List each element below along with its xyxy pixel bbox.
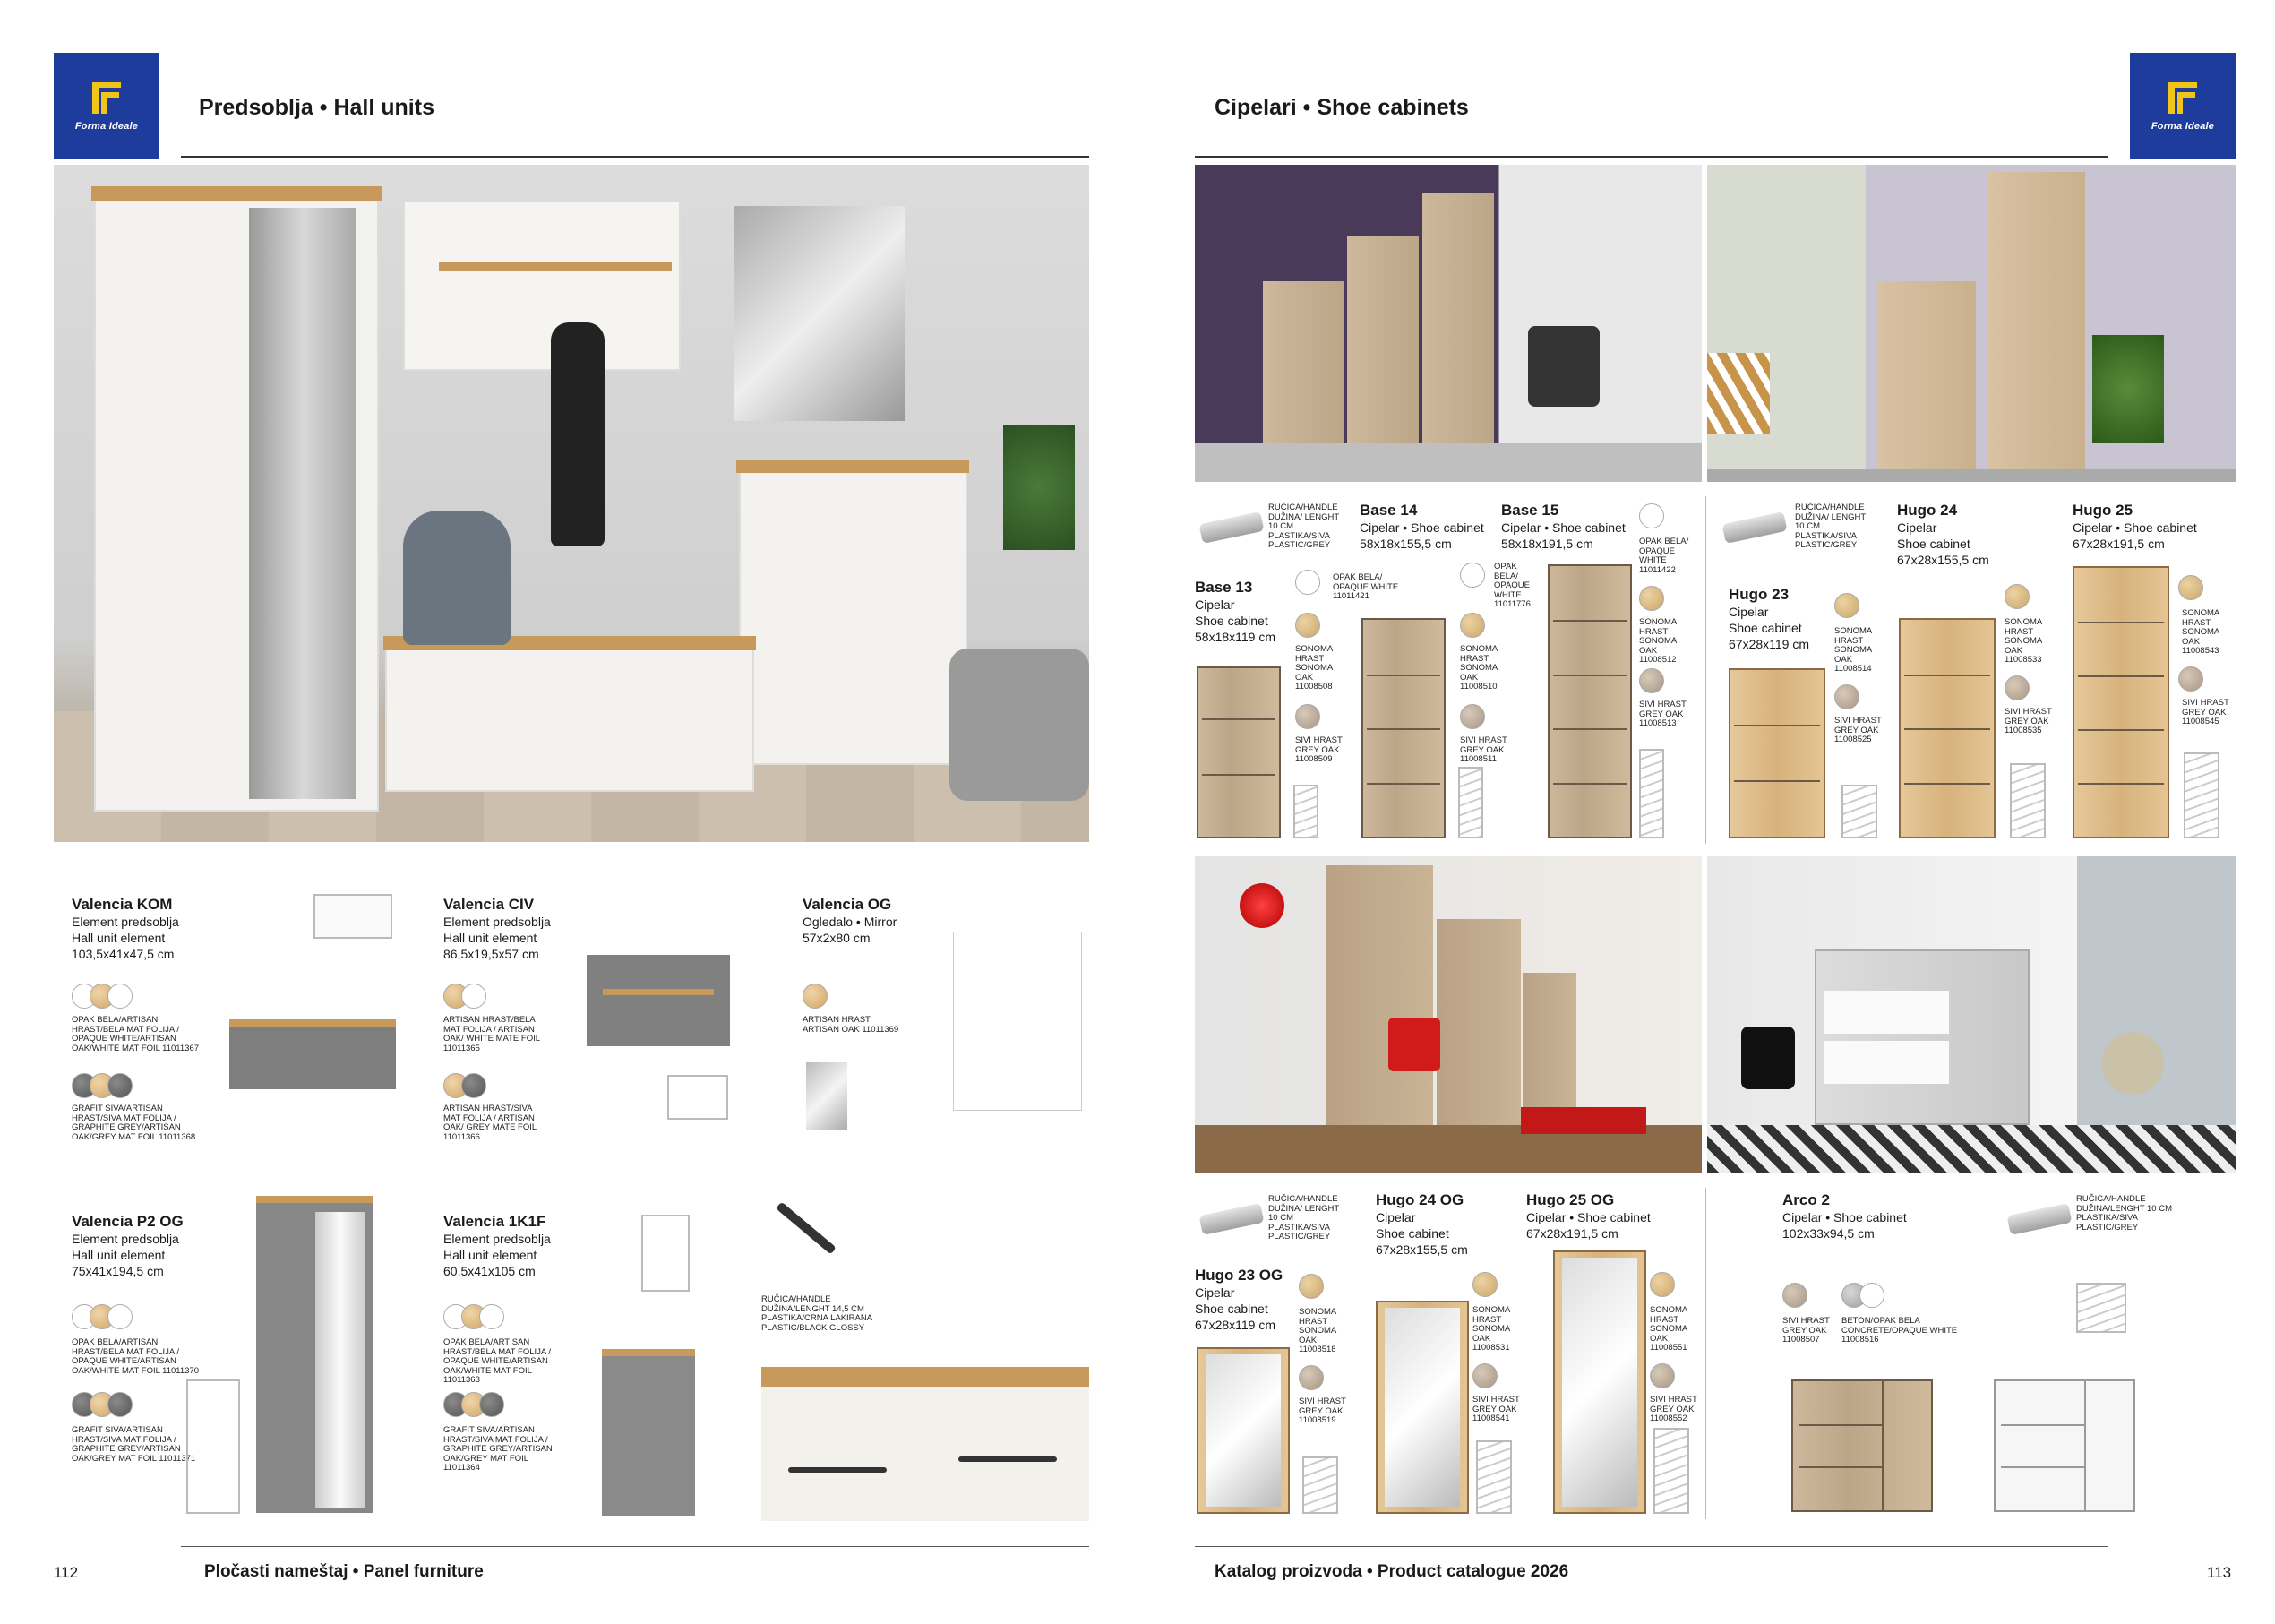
product-line: 67x28x155,5 cm <box>1897 553 1989 567</box>
swatch-white <box>107 984 133 1009</box>
color-code: SIVI HRAST GREY OAK 11008513 <box>1639 700 1687 728</box>
product-valencia-p2-og <box>72 1213 184 1279</box>
product-line: Element predsoblja <box>443 915 551 929</box>
product-base-14 <box>1360 502 1484 552</box>
handle-note: RUČICA/HANDLE DUŽINA/ LENGHT 10 CM PLASTIKA/SIVA PLASTIC/GREY <box>1268 1194 1340 1242</box>
color-code: ARTISAN HRAST ARTISAN OAK 11011369 <box>803 1015 899 1035</box>
product-name: Hugo 24 OG <box>1376 1191 1464 1208</box>
mirror-line-image <box>806 1062 847 1130</box>
product-line: 67x28x119 cm <box>1729 637 1810 651</box>
color-code: SIVI HRAST GREY OAK 11008507 <box>1782 1316 1830 1345</box>
shoe-rack-drawing <box>1293 785 1318 838</box>
product-line: 102x33x94,5 cm <box>1782 1226 1875 1241</box>
swatch-grey-oak <box>1834 684 1859 709</box>
product-line: Cipelar • Shoe cabinet <box>1782 1210 1907 1224</box>
product-line: Hall unit element <box>72 1248 166 1262</box>
product-hugo-24-og <box>1376 1191 1468 1258</box>
product-line: Element predsoblja <box>72 1232 179 1246</box>
product-name: Hugo 25 OG <box>1526 1191 1615 1208</box>
header-rule-left <box>181 156 1089 158</box>
swatch-grey-oak <box>2178 666 2203 692</box>
brand-logo <box>2130 53 2236 159</box>
hugo-23-og-cabinet <box>1197 1347 1290 1514</box>
product-valencia-kom <box>72 896 179 962</box>
product-line: 75x41x194,5 cm <box>72 1264 164 1278</box>
footer-right: Katalog proizvoda • Product catalogue 2026 <box>1215 1562 1569 1581</box>
product-line: Cipelar • Shoe cabinet <box>2073 520 2197 535</box>
hugo-24-og-cabinet <box>1376 1301 1469 1514</box>
product-name: Arco 2 <box>1782 1191 1830 1208</box>
logo-text: Forma Ideale <box>74 121 139 132</box>
color-code: SONOMA HRAST SONOMA OAK 11008512 <box>1639 617 1677 665</box>
color-code: OPAK BELA/ OPAQUE WHITE 11011421 <box>1333 572 1399 601</box>
swatch-grey-oak <box>1295 704 1320 729</box>
handle-note: RUČICA/HANDLE DUŽINA/LENGHT 14,5 CM PLASTIKA/CRNA LAKIRANA PLASTIC/BLACK GLOSSY <box>761 1294 872 1333</box>
hugo-shoe-photo <box>1707 165 2236 482</box>
product-line: Hall unit element <box>443 931 537 945</box>
shoe-rack-drawing <box>1458 767 1483 838</box>
product-valencia-og <box>803 896 897 946</box>
product-hugo-23-og <box>1195 1267 1283 1333</box>
handle-note: RUČICA/HANDLE DUŽINA/ LENGHT 10 CM PLASTIKA/SIVA PLASTIC/GREY <box>1268 503 1340 550</box>
swatch-sonoma <box>1834 593 1859 618</box>
color-code: SIVI HRAST GREY OAK 11008545 <box>2182 698 2229 726</box>
color-code: GRAFIT SIVA/ARTISAN HRAST/SIVA MAT FOLIJA / GRAPHITE GREY/ARTISAN OAK/GREY MAT FOIL 11011371 <box>72 1425 196 1464</box>
handle-image <box>2006 1203 2072 1235</box>
shoe-rack-drawing <box>1841 785 1877 838</box>
swatch-artisan <box>803 984 828 1009</box>
product-line: Shoe cabinet <box>1729 621 1802 635</box>
product-base-13 <box>1195 579 1275 645</box>
shoe-rack-drawing <box>2076 1283 2126 1333</box>
page-title-left: Predsoblja • Hall units <box>199 95 434 120</box>
line-drawing-wardrobe <box>186 1379 240 1514</box>
color-code: ARTISAN HRAST/SIVA MAT FOLIJA / ARTISAN OAK/ GREY MATE FOIL 11011366 <box>443 1104 537 1142</box>
product-line: Element predsoblja <box>72 915 179 929</box>
product-line: Ogledalo • Mirror <box>803 915 897 929</box>
product-name: Base 14 <box>1360 502 1418 519</box>
swatch-white <box>1295 570 1320 595</box>
color-code: SIVI HRAST GREY OAK 11008525 <box>1834 716 1882 744</box>
arco-2-grey-cabinet <box>1791 1379 1933 1512</box>
product-line: Cipelar <box>1729 605 1769 619</box>
color-code: SONOMA HRAST SONOMA OAK 11008551 <box>1650 1305 1687 1353</box>
color-code: OPAK BELA/ OPAQUE WHITE 11011422 <box>1639 537 1689 575</box>
swatch-sonoma <box>1639 586 1664 611</box>
arco-2-white-cabinet <box>1994 1379 2135 1512</box>
product-line: 57x2x80 cm <box>803 931 871 945</box>
swatch-grey-oak <box>1472 1363 1498 1388</box>
logo-mark <box>89 80 124 116</box>
product-line: 58x18x191,5 cm <box>1501 537 1593 551</box>
swatch-sonoma <box>1472 1272 1498 1297</box>
color-code: OPAK BELA/ OPAQUE WHITE 11011776 <box>1494 562 1531 609</box>
product-valencia-1k1f <box>443 1213 551 1279</box>
color-code: GRAFIT SIVA/ARTISAN HRAST/SIVA MAT FOLIJA / GRAPHITE GREY/ARTISAN OAK/GREY MAT FOIL 11011368 <box>72 1104 196 1142</box>
swatch-white <box>479 1304 504 1329</box>
product-name: Hugo 25 <box>2073 502 2133 519</box>
product-valencia-civ <box>443 896 551 962</box>
line-drawing-1k1f <box>641 1215 690 1292</box>
hugo-25-og-cabinet <box>1553 1250 1646 1514</box>
product-line: 67x28x191,5 cm <box>2073 537 2165 551</box>
product-name: Base 15 <box>1501 502 1559 519</box>
color-code: SONOMA HRAST SONOMA OAK 11008514 <box>1834 626 1872 674</box>
hugo-24-cabinet <box>1899 618 1996 838</box>
product-line: Hall unit element <box>72 931 166 945</box>
base-14-cabinet <box>1361 618 1446 838</box>
color-code: SONOMA HRAST SONOMA OAK 11008533 <box>2005 617 2042 665</box>
product-name: Valencia KOM <box>72 896 173 913</box>
line-drawing-coat-rack <box>667 1075 728 1120</box>
color-code: GRAFIT SIVA/ARTISAN HRAST/SIVA MAT FOLIJA / GRAPHITE GREY/ARTISAN OAK/GREY MAT FOIL 11011364 <box>443 1425 553 1473</box>
brand-logo <box>54 53 159 159</box>
product-name: Valencia OG <box>803 896 892 913</box>
product-line: 67x28x119 cm <box>1195 1318 1276 1332</box>
product-name: Valencia P2 OG <box>72 1213 184 1230</box>
product-line: Cipelar <box>1195 1285 1235 1300</box>
footer-left: Pločasti nameštaj • Panel furniture <box>204 1562 484 1581</box>
swatch-sonoma <box>2178 575 2203 600</box>
handle-image <box>1198 511 1264 544</box>
color-code: SIVI HRAST GREY OAK 11008552 <box>1650 1395 1697 1423</box>
wardrobe-image <box>256 1196 373 1513</box>
color-code: ARTISAN HRAST/BELA MAT FOLIJA / ARTISAN OAK/ WHITE MATE FOIL 11011365 <box>443 1015 540 1053</box>
product-line: 103,5x41x47,5 cm <box>72 947 175 961</box>
footer-rule-right <box>1195 1546 2108 1547</box>
product-line: 58x18x119 cm <box>1195 630 1276 644</box>
product-line: Cipelar • Shoe cabinet <box>1526 1210 1651 1224</box>
swatch-sonoma <box>2005 584 2030 609</box>
swatch-white <box>1639 503 1664 528</box>
color-code: OPAK BELA/ARTISAN HRAST/BELA MAT FOLIJA / OPAQUE WHITE/ARTISAN OAK/WHITE MAT FOIL 11011367 <box>72 1015 200 1053</box>
swatch-sonoma <box>1295 613 1320 638</box>
hall-unit-photo <box>54 165 1089 842</box>
swatch-graphite <box>107 1392 133 1417</box>
swatch-graphite <box>479 1392 504 1417</box>
coat-rack-image <box>587 955 730 1046</box>
swatch-sonoma <box>1299 1274 1324 1299</box>
swatch-white <box>1460 563 1485 588</box>
color-code: SONOMA HRAST SONOMA OAK 11008510 <box>1460 644 1498 692</box>
logo-text: Forma Ideale <box>2151 121 2215 132</box>
swatch-grey-oak <box>1639 668 1664 693</box>
color-code: OPAK BELA/ARTISAN HRAST/BELA MAT FOLIJA / OPAQUE WHITE/ARTISAN OAK/WHITE MAT FOIL 11011363 <box>443 1337 552 1385</box>
product-name: Hugo 24 <box>1897 502 1958 519</box>
color-code: SIVI HRAST GREY OAK 11008535 <box>2005 707 2052 735</box>
hugo-og-photo <box>1195 856 1702 1173</box>
product-line: Shoe cabinet <box>1897 537 1970 551</box>
arco-photo <box>1707 856 2236 1173</box>
swatch-sonoma <box>1460 613 1485 638</box>
product-arco-2 <box>1782 1191 1907 1242</box>
color-code: SIVI HRAST GREY OAK 11008541 <box>1472 1395 1520 1423</box>
product-hugo-24 <box>1897 502 1989 568</box>
product-line: Shoe cabinet <box>1195 614 1268 628</box>
product-line: Element predsoblja <box>443 1232 551 1246</box>
product-line: Cipelar <box>1897 520 1937 535</box>
hugo-23-cabinet <box>1729 668 1825 838</box>
product-line: 60,5x41x105 cm <box>443 1264 536 1278</box>
product-line: 86,5x19,5x57 cm <box>443 947 539 961</box>
shoe-rack-drawing <box>2010 763 2046 838</box>
swatch-white <box>461 984 486 1009</box>
swatch-graphite <box>107 1073 133 1098</box>
product-hugo-25 <box>2073 502 2197 552</box>
shoe-rack-drawing <box>1476 1440 1512 1514</box>
product-line: Hall unit element <box>443 1248 537 1262</box>
color-code: SIVI HRAST GREY OAK 11008519 <box>1299 1396 1346 1425</box>
column-divider <box>1705 1188 1706 1519</box>
product-line: Shoe cabinet <box>1376 1226 1449 1241</box>
handle-image <box>1198 1203 1264 1235</box>
product-name: Valencia 1K1F <box>443 1213 546 1230</box>
handle-note: RUČICA/HANDLE DUŽINA/LENGHT 10 CM PLASTIKA/SIVA PLASTIC/GREY <box>2076 1194 2172 1233</box>
page-number-left: 112 <box>54 1564 79 1581</box>
bench-grey-image <box>229 1019 396 1089</box>
product-line: Cipelar • Shoe cabinet <box>1360 520 1484 535</box>
swatch-grey-oak <box>2005 675 2030 700</box>
base-15-cabinet <box>1548 564 1632 838</box>
base-13-cabinet <box>1197 666 1281 838</box>
handle-image <box>776 1201 837 1254</box>
product-name: Base 13 <box>1195 579 1253 596</box>
swatch-grey-oak <box>1782 1283 1807 1308</box>
shoe-rack-drawing <box>1653 1428 1689 1514</box>
product-hugo-23 <box>1729 586 1809 652</box>
handle-image <box>1721 511 1787 544</box>
logo-mark <box>2165 80 2201 116</box>
shoe-rack-drawing <box>1639 749 1664 838</box>
product-base-15 <box>1501 502 1626 552</box>
color-code: SONOMA HRAST SONOMA OAK 11008518 <box>1299 1307 1336 1354</box>
page-number-right: 113 <box>2207 1564 2232 1581</box>
swatch-grey-oak <box>1299 1365 1324 1390</box>
product-line: Cipelar <box>1195 597 1235 612</box>
hugo-25-cabinet <box>2073 566 2169 838</box>
column-divider <box>1705 496 1706 844</box>
mirror-image <box>953 932 1082 1111</box>
product-hugo-25-og <box>1526 1191 1651 1242</box>
product-line: 67x28x155,5 cm <box>1376 1242 1468 1257</box>
color-code: OPAK BELA/ARTISAN HRAST/BELA MAT FOLIJA / OPAQUE WHITE/ARTISAN OAK/WHITE MAT FOIL 11011370 <box>72 1337 200 1376</box>
page-title-right: Cipelari • Shoe cabinets <box>1215 95 1469 120</box>
product-line: Shoe cabinet <box>1195 1302 1268 1316</box>
base-shoe-photo <box>1195 165 1702 482</box>
swatch-sonoma <box>1650 1272 1675 1297</box>
swatch-white <box>107 1304 133 1329</box>
product-line: 67x28x191,5 cm <box>1526 1226 1618 1241</box>
swatch-grey-oak <box>1460 704 1485 729</box>
swatch-graphite <box>461 1073 486 1098</box>
product-name: Hugo 23 OG <box>1195 1267 1283 1284</box>
color-code: BETON/OPAK BELA CONCRETE/OPAQUE WHITE 11008516 <box>1841 1316 1958 1345</box>
product-line: 58x18x155,5 cm <box>1360 537 1452 551</box>
swatch-grey-oak <box>1650 1363 1675 1388</box>
color-code: SIVI HRAST GREY OAK 11008511 <box>1460 735 1507 764</box>
color-code: SONOMA HRAST SONOMA OAK 11008531 <box>1472 1305 1510 1353</box>
product-line: Cipelar • Shoe cabinet <box>1501 520 1626 535</box>
line-drawing-bench <box>313 894 392 939</box>
color-code: SONOMA HRAST SONOMA OAK 11008508 <box>1295 644 1333 692</box>
color-code: SONOMA HRAST SONOMA OAK 11008543 <box>2182 608 2219 656</box>
shoe-rack-drawing <box>2184 752 2219 838</box>
swatch-white <box>1859 1283 1884 1308</box>
footer-rule-left <box>181 1546 1089 1547</box>
product-name: Hugo 23 <box>1729 586 1790 603</box>
color-code: SIVI HRAST GREY OAK 11008509 <box>1295 735 1343 764</box>
product-name: Valencia CIV <box>443 896 535 913</box>
handle-note: RUČICA/HANDLE DUŽINA/ LENGHT 10 CM PLASTIKA/SIVA PLASTIC/GREY <box>1795 503 1867 550</box>
handle-detail-photo <box>761 1367 1089 1521</box>
header-rule-right <box>1195 156 2108 158</box>
shoe-rack-drawing <box>1302 1456 1338 1514</box>
product-line: Cipelar <box>1376 1210 1416 1224</box>
1k1f-image <box>602 1349 695 1516</box>
